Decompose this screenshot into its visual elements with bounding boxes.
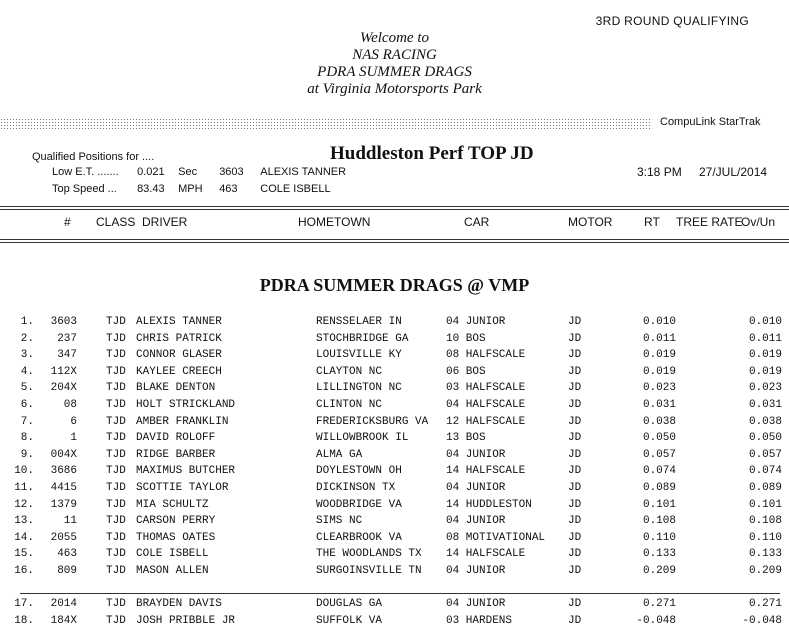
row-over-under: 0.019 <box>748 365 782 378</box>
row-car-number: 112X <box>50 365 77 378</box>
row-car-number: 2055 <box>50 531 77 544</box>
row-motor: JD <box>568 365 582 378</box>
row-car: 12 HALFSCALE <box>446 415 526 428</box>
row-driver: ALEXIS TANNER <box>136 316 222 328</box>
row-class: TJD <box>106 332 126 345</box>
venue-name: at Virginia Motorsports Park <box>307 81 482 97</box>
row-position: 8. <box>20 432 34 445</box>
col-rt: RT <box>644 215 660 229</box>
row-position: 18. <box>14 614 34 627</box>
row-driver: HOLT STRICKLAND <box>136 399 236 411</box>
row-motor: JD <box>568 349 582 362</box>
row-position: 12. <box>14 498 34 511</box>
table-row <box>0 432 789 448</box>
row-class: TJD <box>106 349 126 362</box>
row-motor: JD <box>568 432 582 445</box>
row-reaction-time: 0.031 <box>642 399 676 411</box>
row-over-under: 0.074 <box>748 465 782 478</box>
header-rule-top-2 <box>0 209 789 210</box>
row-position: 4. <box>20 365 34 378</box>
top-speed-driver: COLE ISBELL <box>260 183 331 195</box>
row-reaction-time: 0.038 <box>642 415 676 428</box>
row-over-under: 0.110 <box>748 531 782 544</box>
row-hometown: CLAYTON NC <box>316 365 383 378</box>
table-row <box>0 366 789 382</box>
row-class: TJD <box>106 598 126 610</box>
row-position: 7. <box>20 415 34 428</box>
header-rule-bottom <box>0 239 789 240</box>
report-date: 27/JUL/2014 <box>699 165 768 179</box>
row-motor: JD <box>568 614 582 627</box>
row-reaction-time: 0.074 <box>642 465 676 478</box>
row-car-number: 809 <box>57 565 77 577</box>
row-position: 17. <box>14 598 34 610</box>
row-car-number: 204X <box>50 382 77 395</box>
row-car-number: 463 <box>57 548 77 561</box>
row-driver: JOSH PRIBBLE JR <box>136 614 236 627</box>
row-position: 11. <box>14 482 34 494</box>
row-class: TJD <box>106 382 126 395</box>
row-car: 14 HALFSCALE <box>446 465 526 478</box>
low-et-number: 3603 <box>219 166 244 178</box>
table-row <box>0 349 789 365</box>
low-et-unit: Sec <box>178 166 198 178</box>
row-hometown: DOYLESTOWN OH <box>316 465 402 478</box>
row-reaction-time: 0.271 <box>642 598 676 610</box>
row-car: 13 BOS <box>446 432 486 445</box>
row-car-number: 184X <box>50 614 77 627</box>
row-reaction-time: -0.048 <box>636 614 676 627</box>
table-row <box>0 598 789 614</box>
table-row <box>0 382 789 398</box>
row-over-under: 0.023 <box>748 382 782 395</box>
row-motor: JD <box>568 399 582 411</box>
row-car: 10 BOS <box>446 332 486 345</box>
row-driver: CARSON PERRY <box>136 515 216 528</box>
table-row <box>0 532 789 548</box>
welcome-line: Welcome to <box>359 30 429 46</box>
col-tree-rate: TREE RATE <box>676 215 743 229</box>
row-position: 13. <box>14 515 34 528</box>
top-speed-number: 463 <box>219 183 238 195</box>
row-hometown: ALMA GA <box>316 448 363 461</box>
table-row <box>0 316 789 332</box>
table-row <box>0 449 789 465</box>
round-label: 3RD ROUND QUALIFYING <box>595 14 749 28</box>
row-car-number: 4415 <box>50 482 77 494</box>
table-row <box>0 465 789 481</box>
row-motor: JD <box>568 498 582 511</box>
row-position: 14. <box>14 531 34 544</box>
row-hometown: FREDERICKSBURG VA <box>316 415 429 428</box>
row-motor: JD <box>568 565 582 577</box>
row-class: TJD <box>106 531 126 544</box>
table-row <box>0 333 789 349</box>
row-over-under: -0.048 <box>742 614 782 627</box>
row-reaction-time: 0.133 <box>642 548 676 561</box>
row-car: 04 HALFSCALE <box>446 399 526 411</box>
row-class: TJD <box>106 316 126 328</box>
row-reaction-time: 0.110 <box>642 531 676 544</box>
row-over-under: 0.050 <box>748 432 782 445</box>
row-motor: JD <box>568 598 582 610</box>
row-car-number: 237 <box>57 332 77 345</box>
row-reaction-time: 0.023 <box>642 382 676 395</box>
col-ov-un: Ov/Un <box>741 215 776 229</box>
row-motor: JD <box>568 515 582 528</box>
row-hometown: DICKINSON TX <box>316 482 396 494</box>
row-driver: CONNOR GLASER <box>136 349 222 362</box>
row-position: 3. <box>20 349 34 362</box>
row-reaction-time: 0.101 <box>642 498 676 511</box>
row-class: TJD <box>106 399 126 411</box>
row-car: 14 HUDDLESTON <box>446 498 532 511</box>
row-over-under: 0.108 <box>748 515 782 528</box>
row-car: 04 JUNIOR <box>446 448 506 461</box>
row-over-under: 0.019 <box>748 349 782 362</box>
row-reaction-time: 0.019 <box>642 365 676 378</box>
row-over-under: 0.038 <box>748 415 782 428</box>
low-et-line <box>52 166 346 178</box>
table-row <box>0 565 789 581</box>
row-class: TJD <box>106 482 126 494</box>
row-motor: JD <box>568 332 582 345</box>
row-class: TJD <box>106 465 126 478</box>
col-hometown: HOMETOWN <box>298 215 371 229</box>
row-class: TJD <box>106 448 126 461</box>
qualifier-cutoff-line <box>20 593 780 594</box>
row-driver: MASON ALLEN <box>136 565 209 577</box>
row-position: 10. <box>14 465 34 478</box>
row-class: TJD <box>106 548 126 561</box>
header-rule-bottom-2 <box>0 242 789 243</box>
row-hometown: LILLINGTON NC <box>316 382 402 395</box>
row-hometown: LOUISVILLE KY <box>316 349 402 362</box>
row-over-under: 0.010 <box>748 316 782 328</box>
row-driver: CHRIS PATRICK <box>136 332 222 345</box>
low-et-label: Low E.T. ....... <box>52 166 119 178</box>
row-reaction-time: 0.010 <box>642 316 676 328</box>
row-driver: DAVID ROLOFF <box>136 432 216 445</box>
row-car: 08 HALFSCALE <box>446 349 526 362</box>
row-reaction-time: 0.057 <box>642 448 676 461</box>
row-driver: COLE ISBELL <box>136 548 209 561</box>
row-class: TJD <box>106 365 126 378</box>
row-motor: JD <box>568 531 582 544</box>
event-name: PDRA SUMMER DRAGS <box>317 64 472 80</box>
table-row <box>0 416 789 432</box>
row-car-number: 08 <box>63 399 77 411</box>
header-rule-top <box>0 206 789 207</box>
qualified-positions-label: Qualified Positions for .... <box>32 151 155 163</box>
class-title: Huddleston Perf TOP JD <box>330 143 534 164</box>
row-motor: JD <box>568 448 582 461</box>
row-over-under: 0.031 <box>748 399 782 411</box>
row-car-number: 3686 <box>50 465 77 478</box>
row-hometown: DOUGLAS GA <box>316 598 383 610</box>
row-reaction-time: 0.019 <box>642 349 676 362</box>
row-hometown: CLINTON NC <box>316 399 383 411</box>
row-reaction-time: 0.011 <box>642 332 676 345</box>
row-driver: SCOTTIE TAYLOR <box>136 482 229 494</box>
row-car-number: 347 <box>57 349 77 362</box>
table-row <box>0 499 789 515</box>
row-car: 04 JUNIOR <box>446 482 506 494</box>
row-reaction-time: 0.089 <box>642 482 676 494</box>
row-driver: MIA SCHULTZ <box>136 498 209 511</box>
row-class: TJD <box>106 565 126 577</box>
welcome-block <box>0 30 789 98</box>
col-driver: DRIVER <box>142 215 188 229</box>
row-car-number: 1 <box>70 432 77 445</box>
row-position: 2. <box>20 332 34 345</box>
row-car: 04 JUNIOR <box>446 598 506 610</box>
row-driver: KAYLEE CREECH <box>136 365 222 378</box>
col-class: CLASS <box>96 215 136 229</box>
top-speed-label: Top Speed ... <box>52 183 117 195</box>
row-hometown: SIMS NC <box>316 515 363 528</box>
row-class: TJD <box>106 415 126 428</box>
row-position: 6. <box>20 399 34 411</box>
row-car-number: 11 <box>63 515 77 528</box>
table-row <box>0 399 789 415</box>
row-motor: JD <box>568 316 582 328</box>
row-car-number: 004X <box>50 448 77 461</box>
row-car: 06 BOS <box>446 365 486 378</box>
row-motor: JD <box>568 415 582 428</box>
row-car-number: 1379 <box>50 498 77 511</box>
row-position: 1. <box>20 316 34 328</box>
row-motor: JD <box>568 382 582 395</box>
row-car: 03 HARDENS <box>446 614 513 627</box>
track-operator: NAS RACING <box>352 47 437 63</box>
row-reaction-time: 0.050 <box>642 432 676 445</box>
row-motor: JD <box>568 548 582 561</box>
table-row <box>0 515 789 531</box>
row-car: 14 HALFSCALE <box>446 548 526 561</box>
row-driver: THOMAS OATES <box>136 531 216 544</box>
row-over-under: 0.057 <box>748 448 782 461</box>
row-over-under: 0.089 <box>748 482 782 494</box>
row-class: TJD <box>106 498 126 511</box>
table-row <box>0 548 789 564</box>
top-speed-line <box>52 183 331 195</box>
row-driver: BLAKE DENTON <box>136 382 216 395</box>
row-class: TJD <box>106 432 126 445</box>
section-title: PDRA SUMMER DRAGS @ VMP <box>259 275 530 295</box>
row-over-under: 0.101 <box>748 498 782 511</box>
col-num: # <box>64 215 71 229</box>
row-over-under: 0.011 <box>748 332 782 345</box>
row-over-under: 0.271 <box>748 598 782 610</box>
top-speed-unit: MPH <box>178 183 203 195</box>
col-motor: MOTOR <box>568 215 613 229</box>
row-car-number: 2014 <box>50 598 77 610</box>
row-driver: MAXIMUS BUTCHER <box>136 465 236 478</box>
row-position: 5. <box>20 382 34 395</box>
row-position: 15. <box>14 548 34 561</box>
row-hometown: SURGOINSVILLE TN <box>316 565 422 577</box>
low-et-value: 0.021 <box>137 166 165 178</box>
timing-system-label: CompuLink StarTrak <box>660 116 761 128</box>
row-hometown: STOCHBRIDGE GA <box>316 332 409 345</box>
row-motor: JD <box>568 482 582 494</box>
row-position: 9. <box>20 448 34 461</box>
row-hometown: RENSSELAER IN <box>316 316 402 328</box>
table-row <box>0 482 789 498</box>
row-hometown: WILLOWBROOK IL <box>316 432 409 445</box>
report-time: 3:18 PM <box>637 165 682 179</box>
row-hometown: THE WOODLANDS TX <box>316 548 422 561</box>
row-driver: AMBER FRANKLIN <box>136 415 229 428</box>
row-car: 04 JUNIOR <box>446 565 506 577</box>
row-motor: JD <box>568 465 582 478</box>
row-hometown: CLEARBROOK VA <box>316 531 402 544</box>
row-car-number: 6 <box>70 415 77 428</box>
row-position: 16. <box>14 565 34 577</box>
dotted-divider <box>0 118 652 129</box>
row-hometown: WOODBRIDGE VA <box>316 498 402 511</box>
row-car-number: 3603 <box>50 316 77 328</box>
top-speed-value: 83.43 <box>137 183 165 195</box>
table-row <box>0 615 789 631</box>
row-car: 04 JUNIOR <box>446 515 506 528</box>
row-hometown: SUFFOLK VA <box>316 614 383 627</box>
row-over-under: 0.133 <box>748 548 782 561</box>
row-car: 08 MOTIVATIONAL <box>446 531 546 544</box>
row-reaction-time: 0.108 <box>642 515 676 528</box>
row-over-under: 0.209 <box>748 565 782 577</box>
row-driver: BRAYDEN DAVIS <box>136 598 222 610</box>
row-class: TJD <box>106 515 126 528</box>
col-car: CAR <box>464 215 490 229</box>
row-reaction-time: 0.209 <box>642 565 676 577</box>
row-car: 04 JUNIOR <box>446 316 506 328</box>
row-driver: RIDGE BARBER <box>136 448 216 461</box>
row-car: 03 HALFSCALE <box>446 382 526 395</box>
low-et-driver: ALEXIS TANNER <box>260 166 347 178</box>
row-class: TJD <box>106 614 126 627</box>
